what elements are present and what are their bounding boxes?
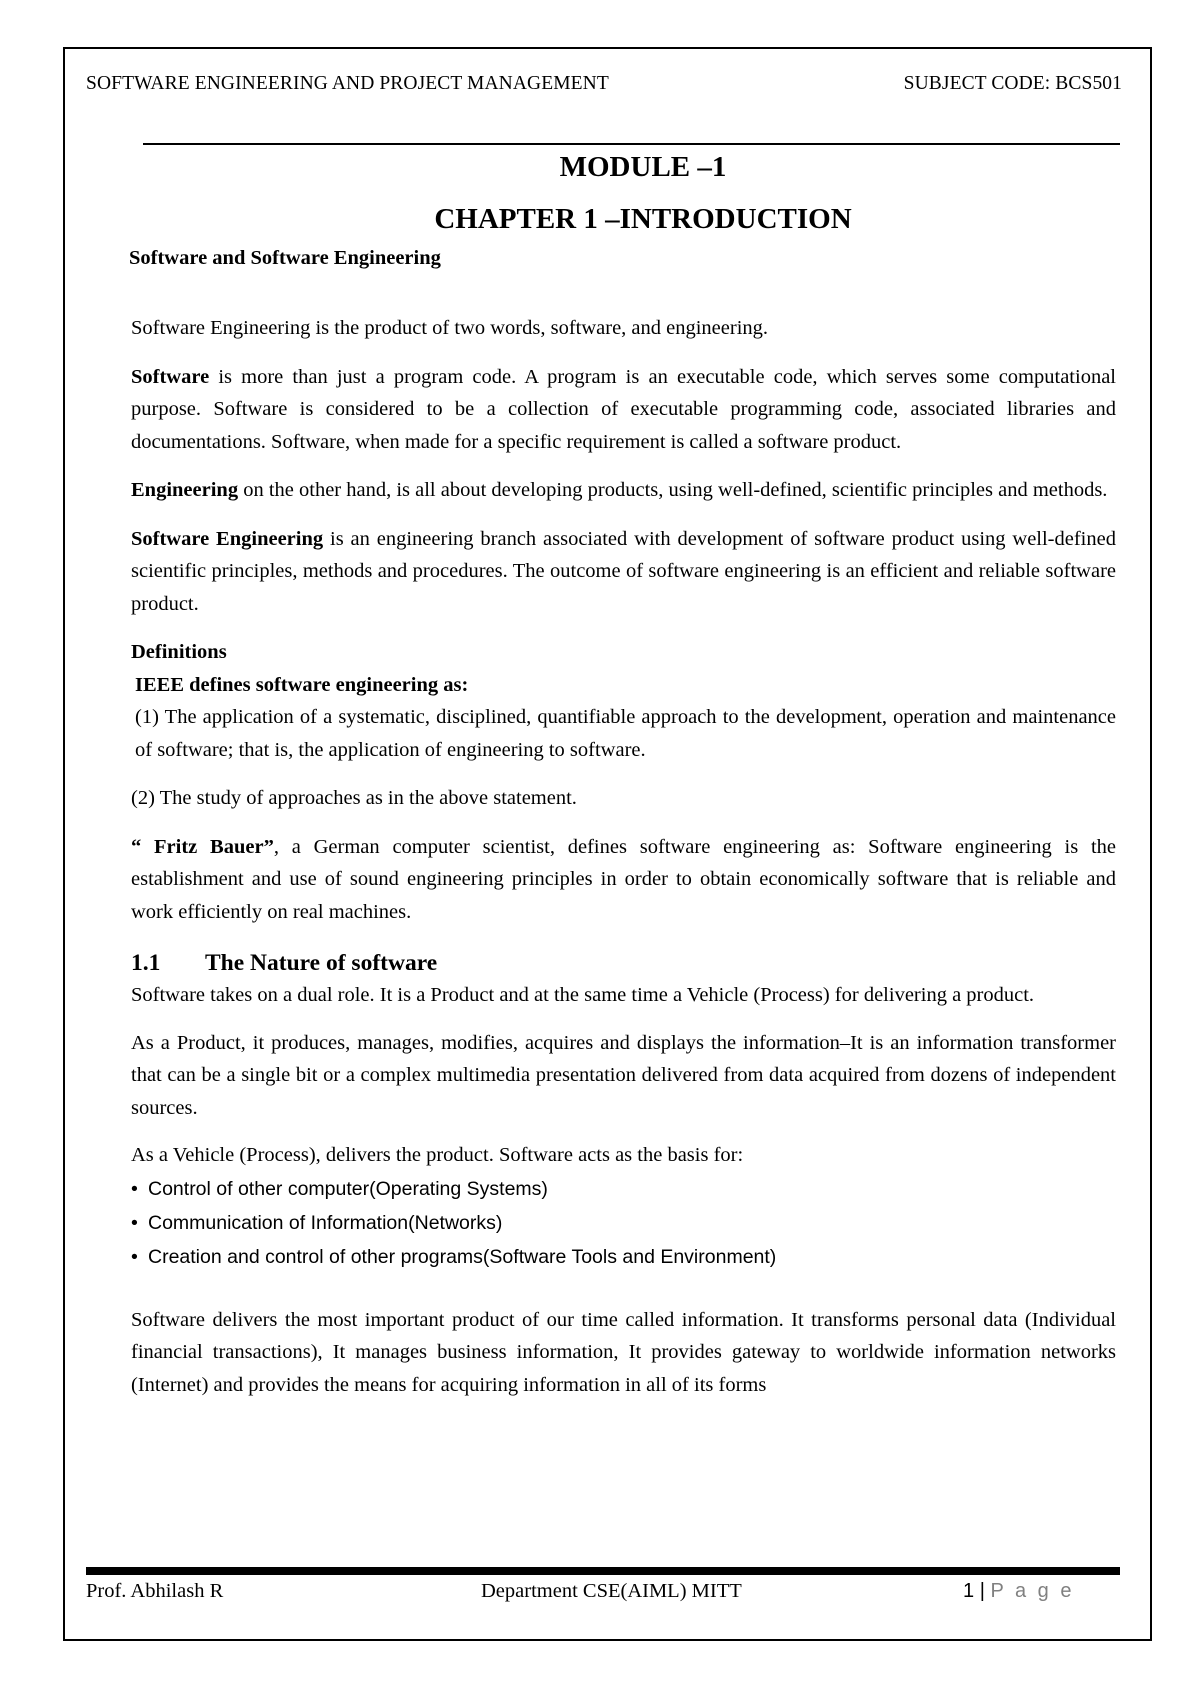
- engineering-definition: on the other hand, is all about developing products, using well-defined, scientific principles and methods.: [238, 479, 1108, 501]
- ieee-definition-2: (2) The study of approaches as in the above statement.: [131, 787, 577, 809]
- nature-paragraph-2: As a Product, it produces, manages, modifies, acquires and displays the information–It is an information transformer that can be a single bit or a complex multimedia presentation delivered from data acquired from dozens of independent sources.: [131, 1031, 1116, 1119]
- header-rule: [143, 143, 1120, 145]
- page-label: P a g e: [990, 1580, 1075, 1602]
- ieee-heading: IEEE defines software engineering as:: [135, 673, 469, 696]
- footer-page: [963, 1580, 1074, 1603]
- fritz-bauer-paragraph: [131, 831, 1116, 929]
- bullet-icon: •: [131, 1211, 138, 1234]
- term-fritz-bauer: “ Fritz Bauer”: [131, 835, 274, 858]
- list-item-text: Creation and control of other programs(Software Tools and Environment): [148, 1245, 777, 1268]
- nature-heading: [131, 947, 1116, 979]
- chapter-title: CHAPTER 1 –INTRODUCTION: [434, 203, 852, 235]
- page-number: 1: [963, 1580, 975, 1602]
- term-software-engineering: Software Engineering: [131, 527, 324, 550]
- page-separator: |: [979, 1580, 985, 1602]
- section-heading: Software and Software Engineering: [129, 247, 441, 269]
- nature-section-number: 1.1: [131, 950, 161, 976]
- fritz-bauer-definition: , a German computer scientist, defines software engineering as: Software engineering is the establishment and use of sound engineering principles in order to obtain economically software that is reliable and work efficiently on real machines.: [131, 835, 1117, 923]
- footer-author: Prof. Abhilash R: [86, 1580, 224, 1602]
- nature-paragraph-4: Software delivers the most important product of our time called information. It transforms personal data (Individual financial transactions), It manages business information, It provides gateway to worldwide information networks (Internet) and provides the means for acquiring information in all of its forms: [131, 1308, 1116, 1396]
- bullet-icon: •: [131, 1245, 138, 1268]
- list-item: [131, 1172, 1116, 1206]
- term-software: Software: [131, 365, 210, 388]
- definitions-heading: Definitions: [131, 641, 227, 663]
- software-paragraph: [131, 361, 1116, 459]
- main-content: [131, 312, 1116, 1401]
- list-item-text: Control of other computer(Operating Systems): [148, 1177, 548, 1200]
- module-title: MODULE –1: [559, 151, 727, 183]
- header-subject-code: SUBJECT CODE: BCS501: [903, 73, 1122, 94]
- list-item: [131, 1206, 1116, 1240]
- nature-paragraph-3: As a Vehicle (Process), delivers the product. Software acts as the basis for:: [131, 1144, 744, 1166]
- intro-paragraph: Software Engineering is the product of two words, software, and engineering.: [131, 317, 769, 339]
- header-course-title: SOFTWARE ENGINEERING AND PROJECT MANAGEMENT: [86, 73, 609, 94]
- footer-rule: [86, 1567, 1120, 1575]
- software-engineering-definition: is an engineering branch associated with development of software product using well-defined scientific principles, methods and procedures. The outcome of software engineering is an efficient and reliable software product.: [131, 527, 1116, 615]
- term-engineering: Engineering: [131, 479, 239, 501]
- list-item: [131, 1240, 1116, 1274]
- software-engineering-paragraph: [131, 523, 1116, 621]
- nature-paragraph-1: Software takes on a dual role. It is a Product and at the same time a Vehicle (Process) for delivering a product.: [131, 984, 1035, 1006]
- nature-section-title: The Nature of software: [205, 950, 438, 976]
- list-item-text: Communication of Information(Networks): [148, 1211, 503, 1234]
- bullet-list: [131, 1172, 1116, 1274]
- bullet-icon: •: [131, 1177, 138, 1200]
- engineering-paragraph: [131, 474, 1116, 507]
- software-definition: is more than just a program code. A program is an executable code, which serves some computational purpose. Software is considered to be a collection of executable programming code, associated libraries and documentations. Software, when made for a specific requirement is called a software product.: [131, 365, 1116, 453]
- ieee-definition-1: (1) The application of a systematic, disciplined, quantifiable approach to the development, operation and maintenance of software; that is, the application of engineering to software.: [135, 706, 1116, 761]
- footer-department: Department CSE(AIML) MITT: [481, 1580, 742, 1602]
